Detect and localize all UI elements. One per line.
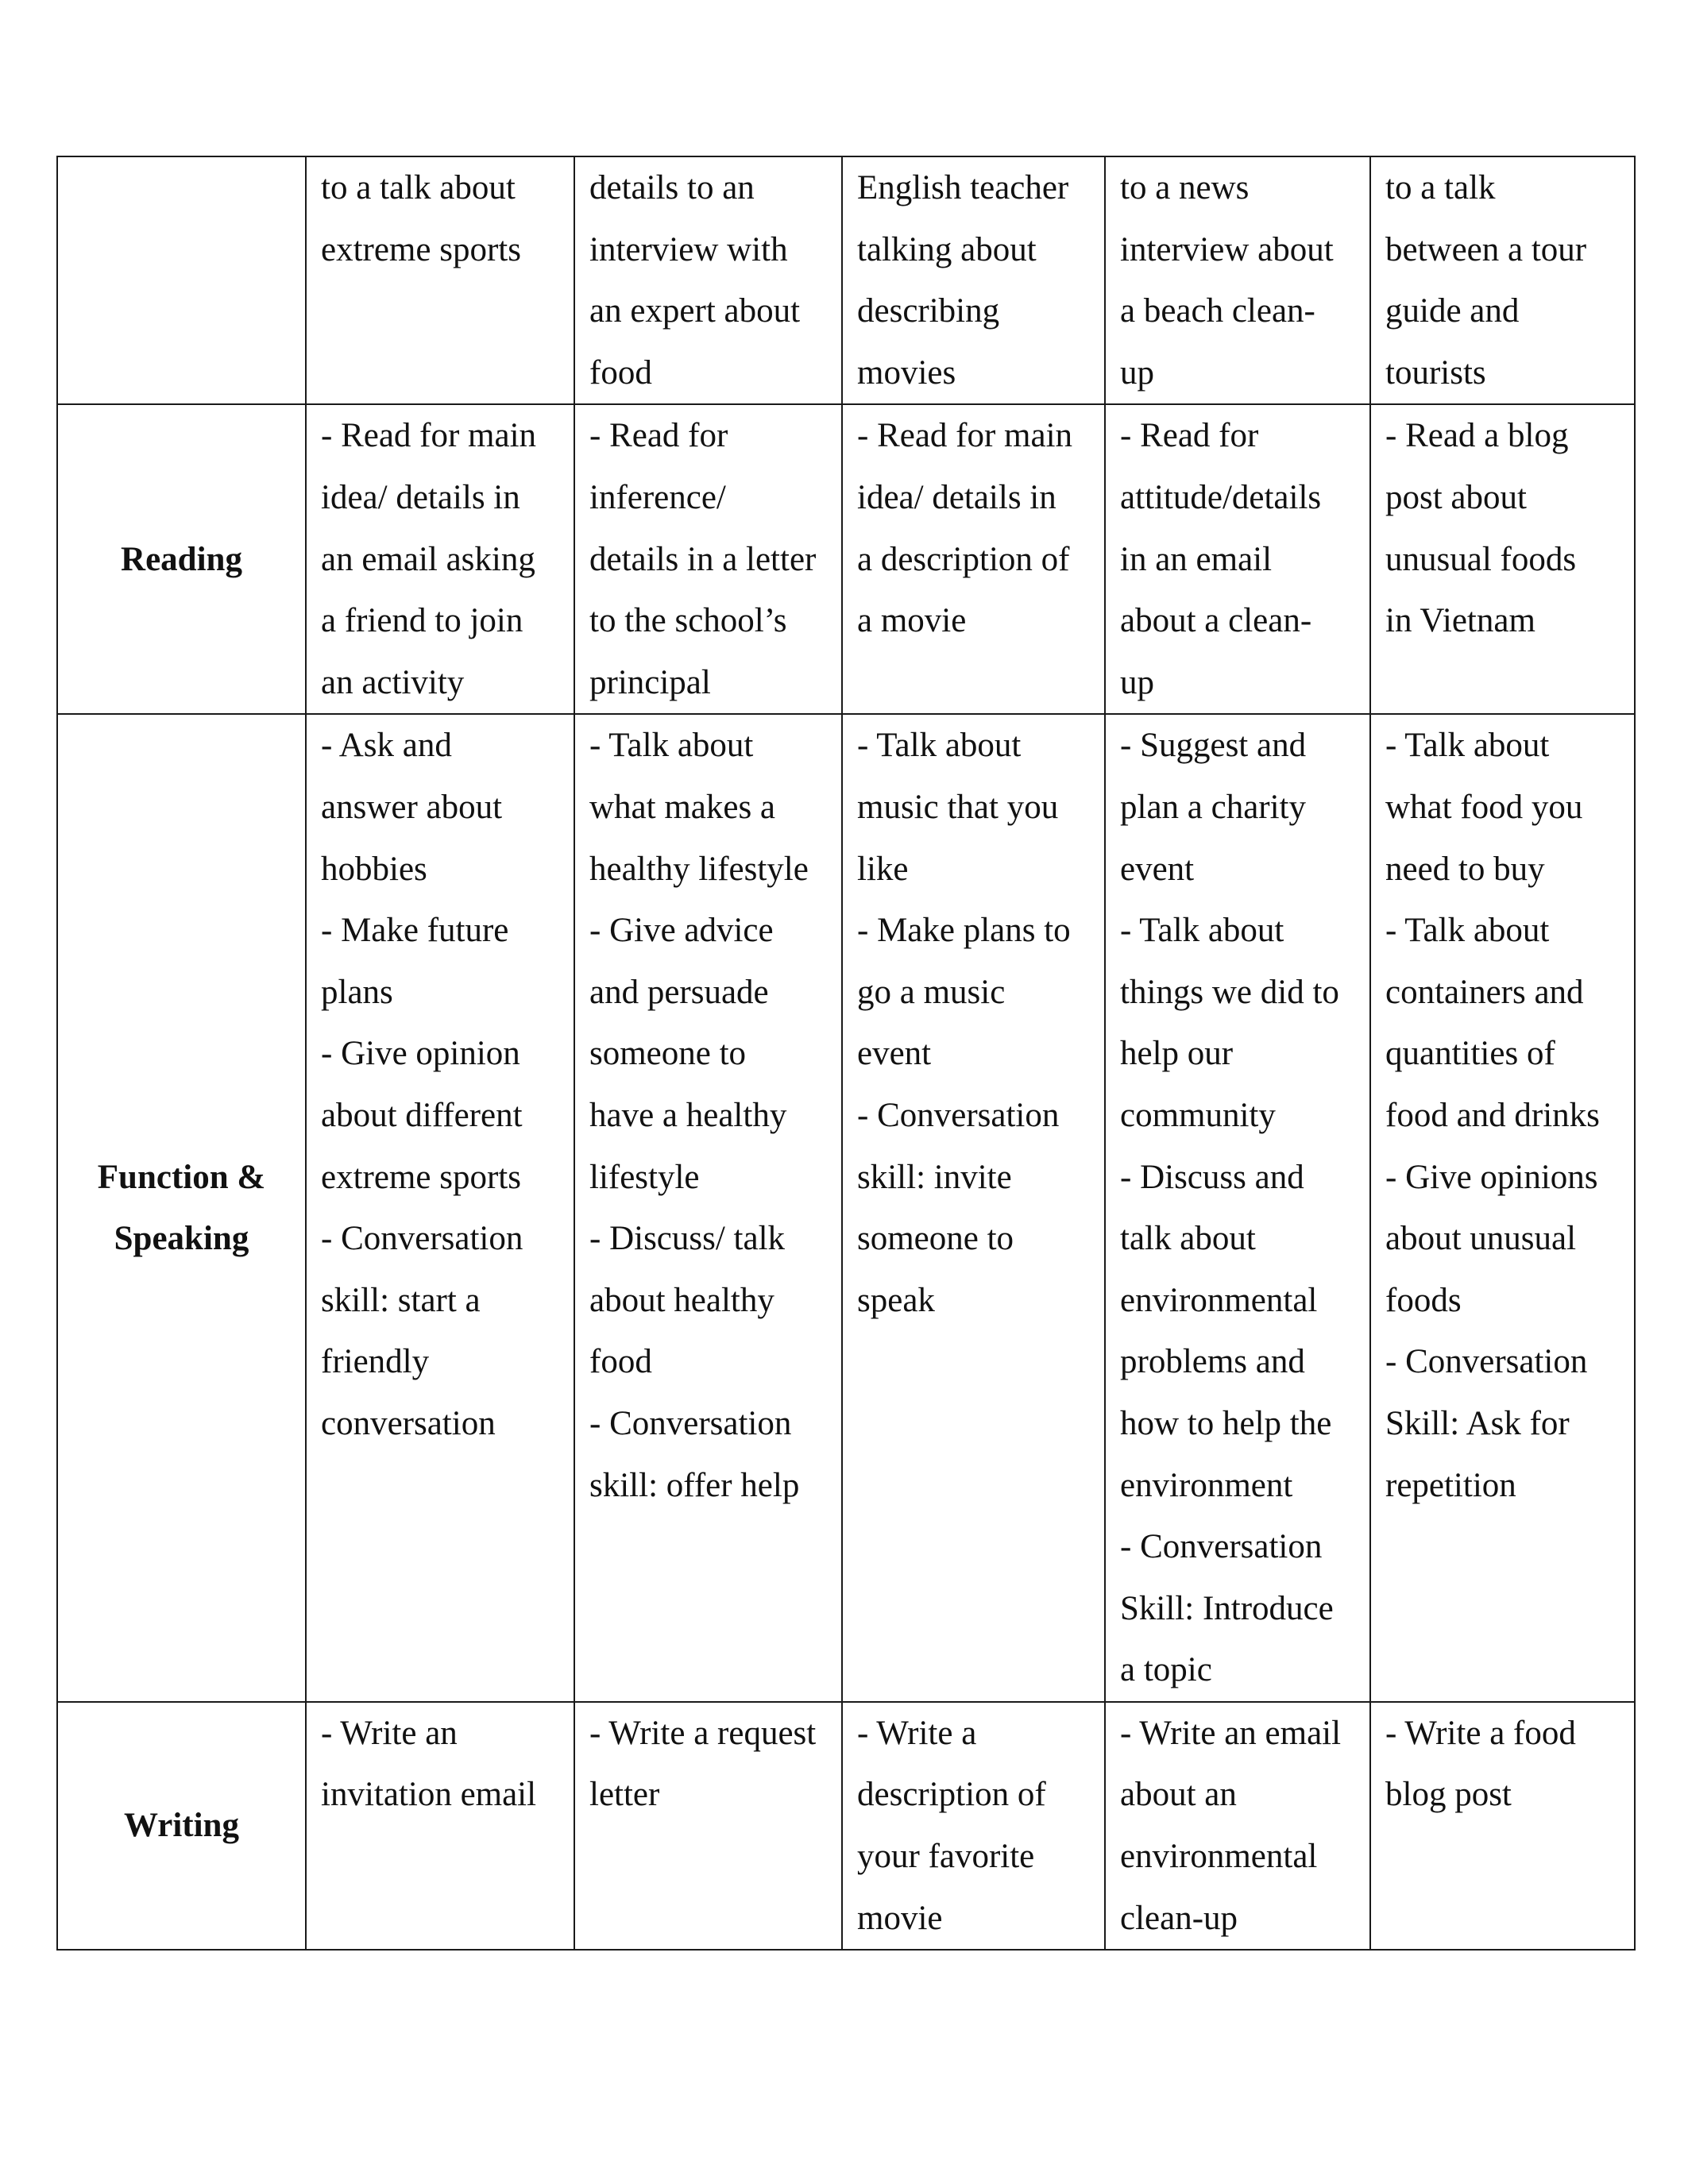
table-cell bbox=[1105, 404, 1370, 714]
cell-text: - Write a request letter bbox=[589, 1714, 817, 1814]
table-cell bbox=[574, 714, 842, 1702]
table-cell bbox=[574, 156, 842, 404]
row-label: Function & Speaking bbox=[97, 1158, 266, 1258]
table-cell bbox=[842, 1702, 1105, 1950]
cell-text: - Write an invitation email bbox=[321, 1714, 537, 1814]
table-row-function-speaking bbox=[57, 714, 1635, 1702]
cell-text: - Read for main idea/ details in an email asking a friend to join an activity bbox=[321, 417, 537, 701]
cell-text: - Talk about music that you like - Make plans to go a music event - Conversation skill: invite someone to speak bbox=[857, 727, 1071, 1319]
table-cell bbox=[306, 156, 574, 404]
cell-text: - Read for inference/ details in a letter to the school’s principal bbox=[589, 417, 817, 701]
cell-text: - Write an email about an environmental clean-up bbox=[1120, 1714, 1342, 1937]
table-cell bbox=[306, 404, 574, 714]
cell-text: - Read for main idea/ details in a description of a movie bbox=[857, 417, 1073, 640]
cell-text: - Read a blog post about unusual foods in Vietnam bbox=[1385, 417, 1577, 640]
table-row-writing bbox=[57, 1702, 1635, 1950]
cell-text: to a news interview about a beach clean- up bbox=[1120, 169, 1334, 392]
table-cell bbox=[306, 1702, 574, 1950]
row-label: Reading bbox=[121, 540, 242, 578]
cell-text: - Write a description of your favorite movie bbox=[857, 1714, 1046, 1937]
table-cell bbox=[842, 404, 1105, 714]
cell-text: - Read for attitude/details in an email about a clean- up bbox=[1120, 417, 1322, 701]
table-cell bbox=[1105, 1702, 1370, 1950]
table-cell bbox=[1370, 714, 1635, 1702]
table-cell bbox=[1370, 404, 1635, 714]
table-cell bbox=[306, 714, 574, 1702]
table-cell bbox=[1370, 1702, 1635, 1950]
row-label-cell bbox=[57, 404, 306, 714]
row-label-cell bbox=[57, 1702, 306, 1950]
cell-text: English teacher talking about describing movies bbox=[857, 169, 1069, 392]
cell-text: to a talk between a tour guide and tourists bbox=[1385, 169, 1587, 392]
table-cell bbox=[842, 714, 1105, 1702]
cell-text: details to an interview with an expert about food bbox=[589, 169, 801, 392]
row-label-cell bbox=[57, 714, 306, 1702]
table-cell bbox=[1105, 156, 1370, 404]
cell-text: - Ask and answer about hobbies - Make future plans - Give opinion about different extreme sports - Conversation skill: start a friendly conversation bbox=[321, 727, 523, 1442]
table-cell bbox=[574, 1702, 842, 1950]
table-cell bbox=[842, 156, 1105, 404]
cell-text: - Talk about what food you need to buy - Talk about containers and quantities of food and drinks - Give opinions about unusual foods - Conversation Skill: Ask for repetition bbox=[1385, 727, 1600, 1504]
cell-text: to a talk about extreme sports bbox=[321, 169, 521, 268]
cell-text: - Suggest and plan a charity event - Talk about things we did to help our community - Discuss and talk about environmental problems and how to help the environment - Conversation Skill: Introduce a topic bbox=[1120, 727, 1339, 1689]
cell-text: - Talk about what makes a healthy lifestyle - Give advice and persuade someone to have a healthy lifestyle - Discuss/ talk about healthy food - Conversation skill: offer help bbox=[589, 727, 809, 1504]
table-row-listening bbox=[57, 156, 1635, 404]
cell-text: - Write a food blog post bbox=[1385, 1714, 1576, 1814]
table-cell bbox=[1105, 714, 1370, 1702]
syllabus-table bbox=[56, 156, 1636, 1951]
table-cell bbox=[574, 404, 842, 714]
table-row-reading bbox=[57, 404, 1635, 714]
row-label-cell bbox=[57, 156, 306, 404]
table-cell bbox=[1370, 156, 1635, 404]
row-label: Writing bbox=[124, 1807, 239, 1845]
